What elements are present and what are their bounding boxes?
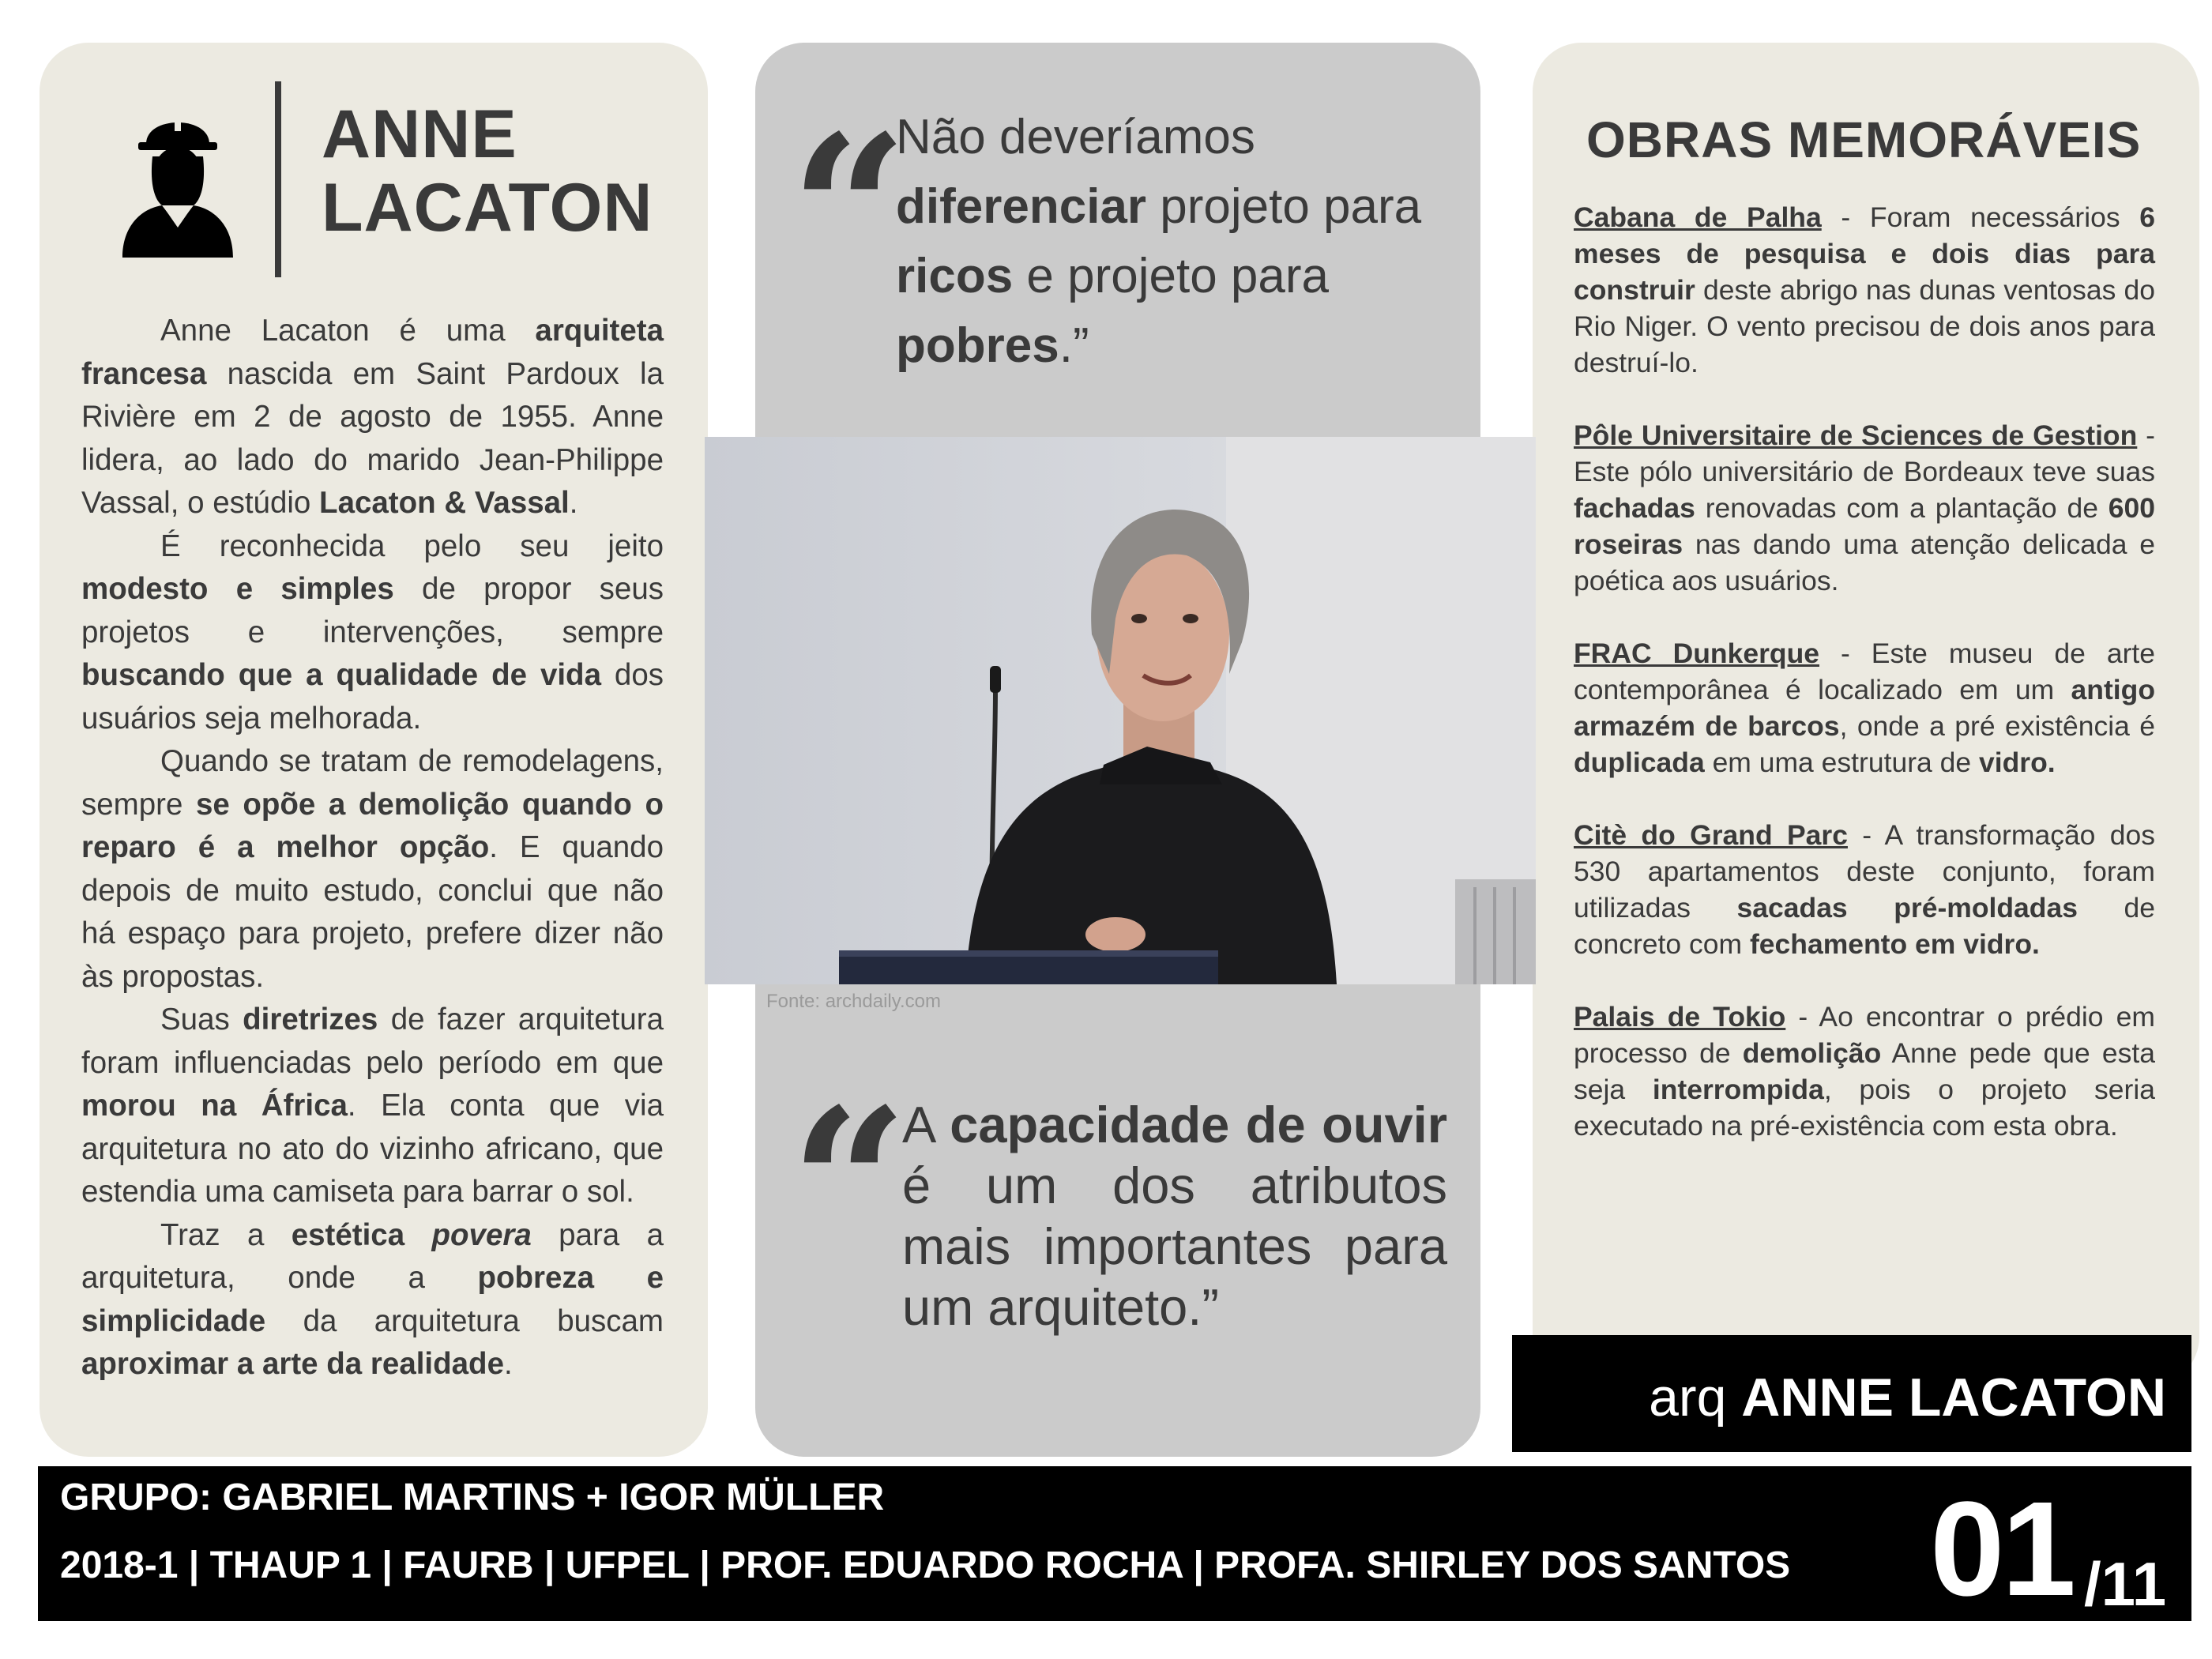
footer-bar: [38, 1466, 2191, 1624]
text-run: dos usuários seja melhorada.: [81, 658, 664, 735]
emphasis-text: antigo armazém de barcos: [1574, 674, 2155, 742]
work-item: [1574, 635, 2155, 781]
text-run: em uma estrutura de: [1704, 747, 1979, 778]
text-run: .: [569, 486, 578, 520]
text-run: Anne pede que esta seja: [1574, 1037, 2155, 1105]
text-run: Não deveríamos: [896, 110, 1255, 164]
quote-top: [896, 103, 1449, 381]
emphasis-text: se opõe a demolição quando o reparo é a melhor opção: [81, 787, 664, 864]
emphasis-text: diretrizes: [243, 1003, 378, 1036]
text-run: . Ela conta que via arquitetura no ato do vizinho africano, que estendia uma camiseta para barrar o sol.: [81, 1089, 664, 1209]
work-title: Palais de Tokio: [1574, 1001, 1786, 1033]
emphasis-text: diferenciar: [896, 179, 1147, 234]
text-run: .: [503, 1347, 513, 1381]
emphasis-text: morou na África: [81, 1089, 348, 1123]
bio-paragraph: [81, 1214, 664, 1386]
emphasis-text: pobreza e simplicidade: [81, 1261, 664, 1338]
text-run: É reconhecida pelo seu jeito: [160, 529, 664, 563]
text-run: .”: [1059, 318, 1089, 373]
photo-source: Fonte: archdaily.com: [766, 991, 941, 1012]
emphasis-text: aproximar a arte da realidade: [81, 1347, 504, 1381]
emphasis-text: vidro.: [1978, 747, 2056, 778]
work-title: Cabana de Palha: [1574, 201, 1822, 233]
text-run: Traz a: [160, 1217, 292, 1252]
text-run: . E quando depois de muito estudo, conclui que não há espaço para projeto, prefere dizer não às propostas.: [81, 830, 664, 994]
text-run: - Foram necessários: [1821, 201, 2140, 233]
text-run: Anne Lacaton é uma: [160, 314, 536, 348]
work-title: Pôle Universitaire de Sciences de Gestion: [1574, 419, 2138, 451]
portrait-photo: [705, 437, 1536, 984]
text-run: deste abrigo nas dunas ventosas do Rio Niger. O vento precisou de dois anos para destruí-lo.: [1574, 274, 2155, 378]
biography-text: [81, 310, 664, 1386]
emphasis-text: capacidade de ouvir: [950, 1096, 1447, 1153]
text-run: é um dos atributos mais importantes para um arquiteto.”: [902, 1157, 1447, 1336]
emphasis-text: duplicada: [1574, 747, 1705, 778]
quote-mark-icon: “: [790, 1064, 908, 1305]
text-run: - Este pólo universitário de Bordeaux teve suas: [1574, 419, 2155, 487]
emphasis-text: povera: [431, 1217, 532, 1252]
emphasis-text: buscando que a qualidade de vida: [81, 658, 601, 692]
text-run: nascida em Saint Pardoux la Rivière em 2 de agosto de 1955. Anne lidera, ao lado do marido Jean-Philippe Vassal, o estúdio: [81, 356, 664, 520]
text-run: renovadas com a plantação de: [1695, 492, 2109, 524]
work-item: [1574, 817, 2155, 962]
header-divider: [275, 81, 281, 277]
text-run: , onde a pré existência é: [1839, 710, 2156, 742]
text-run: de fazer arquitetura foram influenciadas pelo período em que: [81, 1003, 664, 1080]
text-run: A: [902, 1096, 950, 1153]
emphasis-text: fechamento em vidro.: [1749, 928, 2040, 960]
works-list: [1574, 199, 2155, 1180]
emphasis-text: demolição: [1742, 1037, 1882, 1069]
bio-paragraph: [81, 525, 664, 741]
page-number: 01: [1930, 1474, 2074, 1624]
architect-worker-icon: [115, 107, 241, 258]
work-item: [1574, 417, 2155, 599]
work-item: [1574, 999, 2155, 1144]
bio-paragraph: [81, 740, 664, 999]
emphasis-text: 600 roseiras: [1574, 492, 2155, 560]
emphasis-text: Lacaton & Vassal: [319, 486, 570, 520]
text-run: para a arquitetura, onde a: [81, 1217, 664, 1295]
course-credits: 2018-1 | THAUP 1 | FAURB | UFPEL | PROF. EDUARDO ROCHA | PROFA. SHIRLEY DOS SANTOS: [60, 1544, 1791, 1586]
text-run: - Ao encontrar o prédio em processo de: [1574, 1001, 2155, 1069]
quote-bottom: [902, 1094, 1447, 1337]
text-run: da arquitetura buscam: [265, 1304, 664, 1338]
bio-paragraph: [81, 999, 664, 1214]
emphasis-text: estética: [291, 1217, 432, 1252]
emphasis-text: ricos: [896, 249, 1014, 303]
group-credits: GRUPO: GABRIEL MARTINS + IGOR MÜLLER: [60, 1477, 885, 1518]
text-run: Quando se tratam de remodelagens, sempre: [81, 744, 664, 822]
bio-paragraph: [81, 310, 664, 525]
architect-name-box: [1512, 1335, 2191, 1452]
text-run: - Este museu de arte contemporânea é localizado em um: [1574, 638, 2155, 705]
text-run: e projeto para: [1013, 249, 1330, 303]
text-run: projeto para: [1146, 179, 1422, 234]
emphasis-text: sacadas pré-moldadas: [1736, 892, 2078, 924]
text-run: de propor seus projetos e intervenções, sempre: [81, 572, 664, 649]
work-item: [1574, 199, 2155, 381]
quote-mark-icon: “: [790, 91, 908, 332]
emphasis-text: pobres: [896, 318, 1059, 373]
emphasis-text: 6 meses de pesquisa e dois dias para construir: [1574, 201, 2155, 306]
text-run: Suas: [160, 1003, 243, 1036]
works-title: OBRAS MEMORÁVEIS: [1586, 111, 2142, 168]
text-run: , pois o projeto seria executado na pré-existência com esta obra.: [1574, 1074, 2155, 1142]
emphasis-text: interrompida: [1652, 1074, 1824, 1105]
page-title: ANNE LACATON: [322, 96, 653, 246]
page-total: /11: [2084, 1549, 2167, 1619]
work-title: Citè do Grand Parc: [1574, 819, 1848, 851]
text-run: nas dando uma atenção delicada e poética aos usuários.: [1574, 529, 2155, 596]
emphasis-text: fachadas: [1574, 492, 1695, 524]
work-title: FRAC Dunkerque: [1574, 638, 1820, 669]
emphasis-text: arquiteta francesa: [81, 314, 664, 391]
emphasis-text: modesto e simples: [81, 572, 394, 606]
text-run: - A transformação dos 530 apartamentos deste conjunto, foram utilizadas: [1574, 819, 2155, 924]
architect-name: arq ANNE LACATON: [1649, 1367, 2166, 1428]
text-run: de concreto com: [1574, 892, 2155, 960]
